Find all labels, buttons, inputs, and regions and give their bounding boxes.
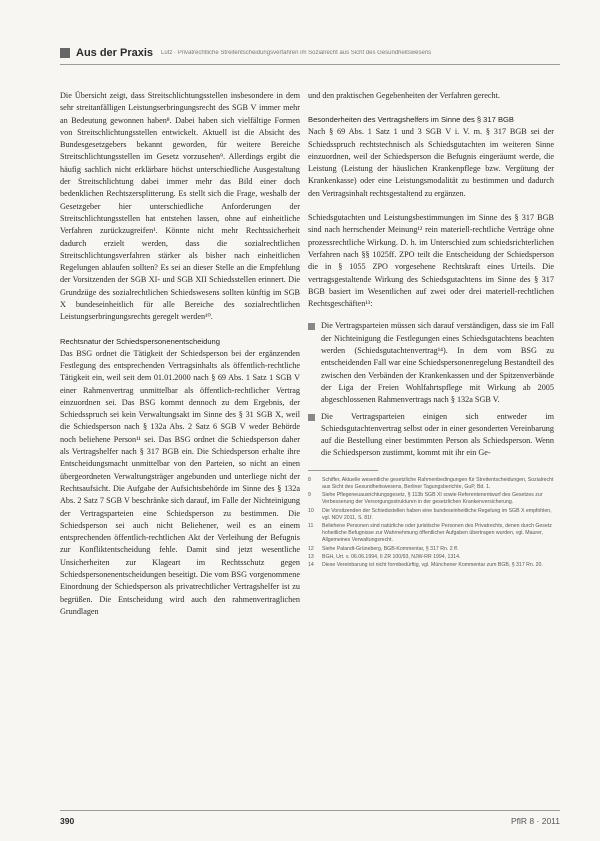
bullet-item — [308, 411, 554, 460]
section-title: Aus der Praxis — [76, 47, 154, 59]
paragraph-rechtsnatur: Das BSG ordnet die Tätigkeit der Schiedsperson bei der ergänzenden Festlegung des entsprechenden Vertragsinhalts als öffentlich-rechtliche Tätigkeit ein, weil seit dem 01.01.2000 nach § 69 Abs. 1 Satz 1 SGB V einer Rahmenvertrag unmittelbar als öffentlich-rechtlicher Vertrag einzuordnen sei. Das BSG kommt dennoch zu dem Ergebnis, der Schiedsspruch sei kein Verwaltungsakt im Sinne des § 31 SGB X, weil die Schiedsperson nach § 132a Abs. 2 Satz 6 SGB V weder Behörde noch beliehene Person¹¹ sei. Das BSG ordnet die Schiedsperson daher als Vertragshelfer nach § 317 BGB ein. Die Schiedsperson erhalte ihre Entscheidungsmacht unmittelbar von den Parteien, so nicht an einen übergeordneten Verwaltungsträger angebunden und unterliege nicht der Rechtsaufsicht. Die Aufgabe der Aufsichtsbehörde im Sinne des § 132a Abs. 2 Satz 7 SGB V beschränke sich darauf, im Falle der Nichteinigung der Vertragsparteien eine Schiedsperson zu bestimmen. Die Schiedsperson sei auch nicht Beliehener, weil es an einem entsprechenden öffentlich-rechtlichen Akt der Verleihung der Befugnis zur Konfliktentscheidung fehle. Damit sind jetzt wesentliche Unsicherheiten zur Klageart im Rechtsschutz gegen Schiedspersonenentscheidungen beseitigt. Die vom BSG vorgenommene Einordnung der Schiedsperson als privatrechtlicher Vertragshelfer ist zu begrüßen. Die Entscheidung wird auch den rahmenvertraglichen Grundlagen — [60, 348, 300, 616]
footnote-text: BGH, Urt. v. 06.06.1994, II ZR 100/93, NJW-RR 1994, 1314. — [322, 553, 461, 560]
footnote — [308, 492, 554, 506]
footnote-text: Die Vorsitzenden der Schiedsstellen haben eine bundeseinheitliche Regelung im SGB X empfohlen, vgl. NDV 2011, S. 81f. — [322, 507, 552, 521]
left-column — [60, 90, 300, 618]
footnote-number: 11 — [308, 522, 314, 529]
footnote-text: Diese Vereinbarung ist nicht formbedürftig, vgl. Münchener Kommentar zum BGB, § 317 Rn. 20. — [322, 561, 543, 568]
footnote-number: 13 — [308, 553, 314, 560]
bullet-text: Die Vertragsparteien einigen sich entweder im Schiedsgutachtenvertrag selbst oder in einer gesonderten Vereinbarung auf die Bestellung einer bestimmten Person als Schiedsperson. Wenn die Schiedsperson zustimmt, kommt mit ihr ein Ge- — [321, 411, 554, 458]
intro-paragraph: Die Übersicht zeigt, dass Streitschlichtungsstellen insbesondere in dem sehr streitanfälligen Leistungserbringungsrecht des SGB V immer mehr an Bedeutung gewonnen haben⁸. Dabei haben sich vielfältige Formen von Streitschlichtungsstellen entwickelt. Aktuell ist die Absicht des Bundesgesetzgebers bekannt geworden, für weitere Bereiche Streitschlichtungsstellen im Gesetz vorzusehen⁹. Allerdings ergibt die häufig sachlich nicht erklärbare höchst unterschiedliche Ausgestaltung der Streitschlichtung dabei immer mehr das Bild einer doch bedenklichen Rechtszersplitterung. Es stellt sich die Frage, weshalb der Gesetzgeber hier unterschiedliche Anforderungen der Streitschlichtungsstellen hat entstehen lassen, ohne auf einheitliche Verfahren zurückzugreifen¹. Könnte nicht mehr Rechtssicherheit dadurch erzielt werden, dass die sozialrechtlichen Streitschlichtungsverfahren stärker als bisher nach einheitlichen Regelungen ablaufen sollten? Es sei an dieser Stelle an die Empfehlung der Vorsitzenden der SGB XI- und SGB XII Schiedsstellen erinnert. Die Grundzüge des sozialrechtlichen Schiedswesens sollten künftig im SGB X bundeseinheitlich für alle Bereiche des sozialrechtlichen Leistungserbringungsrechts geregelt werden¹⁰. — [60, 91, 300, 322]
footnote-text: Schiffer, Aktuelle wesentliche gesetzliche Rahmenbedingungen für Streitentscheidungen, Sozialrecht aus Sicht des Gesundheitswesens, Berliner Tagungsberichte, GuP, Bd. 1. — [322, 476, 554, 490]
footnote — [308, 546, 554, 553]
bullet-square-icon — [308, 414, 315, 421]
footnote-number: 10 — [308, 507, 314, 514]
footnote-text: Siehe Pflegeneuausrichtungsgesetz, § 113b SGB XI sowie Referentenentwurf des Gesetzes zur Verbesserung der Versorgungsstrukturen in der gesetzlichen Krankenversicherung. — [322, 492, 543, 506]
paragraph-vertragshelfer: Nach § 69 Abs. 1 Satz 1 und 3 SGB V i. V. m. § 317 BGB sei der Schiedsspruch rechtstechnisch als Schiedsgutachten im weiteren Sinne einzuordnen, weil der Schiedsperson die Befugnis eingeräumt werde, die Leistung (Leistung der häuslichen Krankenpflege bzw. Vergütung der Krankenkasse) oder eine Leistungsmodalität zu bestimmen und dadurch den Vertragsinhalt rechtsgestaltend zu ergänzen. — [308, 127, 554, 198]
footnote-number: 12 — [308, 545, 314, 552]
header-rule — [60, 64, 560, 65]
footnote — [308, 562, 554, 569]
running-head: Lutz · Privatrechtliche Streitentscheidungsverfahren im Sozialrecht aus Sicht des Gesundheitswesens — [161, 50, 432, 56]
page-header — [60, 44, 560, 62]
paragraph-continuation: und den praktischen Gegebenheiten der Verfahren gerecht. — [308, 91, 500, 100]
heading-rechtsnatur: Rechtsnatur der Schiedspersonenentscheidung — [60, 336, 220, 346]
footer-rule — [60, 810, 560, 811]
footnote-number: 8 — [308, 476, 311, 483]
footnote-text: Beliehene Personen sind natürliche oder juristische Personen des Privatrechts, denen durch Gesetz hoheitliche Befugnisse zur Wahrnehmung öffentlicher Aufgaben übertragen wurden, vgl. Maurer, Allgemeines Verwaltungsrecht. — [322, 522, 552, 544]
footnote-number: 14 — [308, 561, 314, 568]
footnote — [308, 554, 554, 561]
footnote-rule — [308, 470, 378, 471]
paragraph-schiedsgutachten: Schiedsgutachten und Leistungsbestimmungen im Sinne des § 317 BGB sind nach herrschender Meinung¹² rein materiell-rechtliche Verträge ohne prozessrechtliche Wirkung. D. h. im Unterschied zum schiedsrichterlichen Verfahren nach §§ 1025ff. ZPO teilt die Entscheidung der Schiedsperson die in § 1055 ZPO vorgesehene Rechtskraft eines Urteils. Die vertragsgestaltende Wirkung des Schiedsgutachtens im Sinne des § 317 BGB basiert im Wesentlichen auf zwei oder drei materiell-rechtlichen Rechtsgeschäften¹³: — [308, 213, 554, 309]
footnote-number: 9 — [308, 492, 311, 499]
right-column — [308, 90, 554, 570]
magazine-issue: PflR 8 · 2011 — [511, 816, 560, 826]
footnotes — [308, 477, 554, 569]
bullet-text: Die Vertragsparteien müssen sich darauf verständigen, dass sie im Fall der Nichteinigung die Festlegungen eines Schiedsgutachtens beachten werden (Schiedsgutachtenvertrag¹⁴). In dem vom BSG zu entscheidenden Fall war eine Schiedspersonenregelung Bestandteil des zwischen den Verbänden der Krankenkassen und der Spitzenverbände der Liga der Freien Wohlfahrtspflege mit Wirkung ab 2005 abgeschlossenen Rahmenvertrags nach § 132a SGB V. — [321, 321, 554, 405]
footnote — [308, 477, 554, 491]
bullet-item — [308, 320, 554, 406]
bullet-square-icon — [308, 323, 315, 330]
section-square-icon — [60, 48, 70, 58]
footnote — [308, 508, 554, 522]
heading-vertragshelfer: Besonderheiten des Vertragshelfers im Sinne des § 317 BGB — [308, 115, 514, 125]
footnote — [308, 523, 554, 545]
page-number: 390 — [60, 816, 75, 826]
footnote-text: Siehe Palandt-Grüneberg, BGB-Kommentar, § 317 Rn. 2 ff. — [322, 545, 459, 552]
